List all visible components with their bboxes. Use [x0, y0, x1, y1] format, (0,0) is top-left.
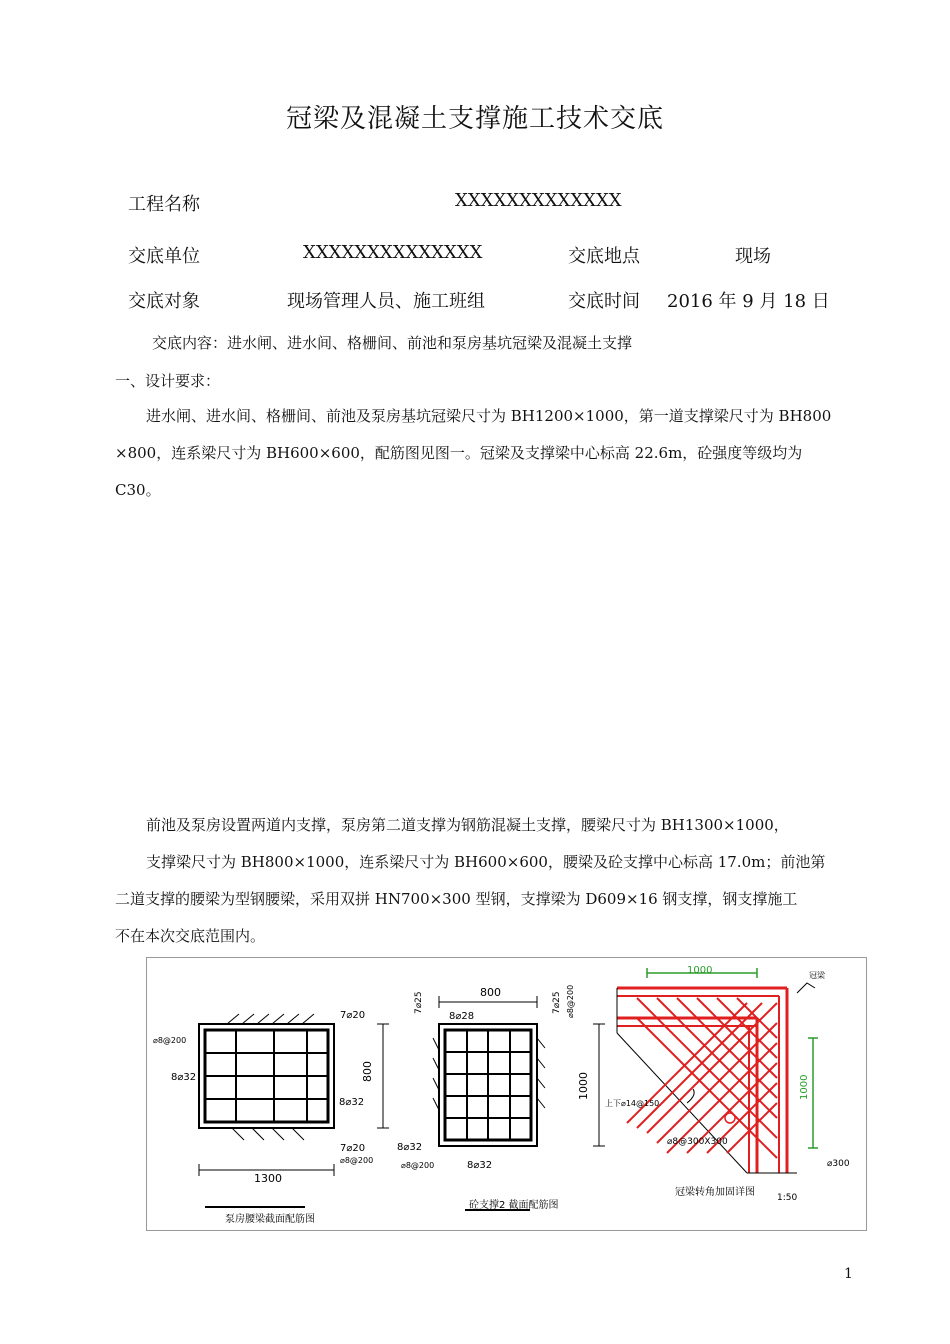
project-name-label: 工程名称: [128, 194, 200, 215]
page-number: 1: [844, 1266, 853, 1282]
d3-bar-label: 上下⌀14@150: [605, 1099, 660, 1108]
detail-3: [605, 965, 850, 1203]
d1-caption: 泵房腰梁截面配筋图: [225, 1214, 315, 1225]
time-value: 2016 年 9 月 18 日: [667, 291, 830, 312]
para2-line4: 不在本次交底范围内。: [115, 927, 266, 945]
d2-stirrup-right: ⌀8@200: [566, 984, 575, 1018]
d3-scale: 1:50: [777, 1193, 798, 1203]
d2-top-right: 7⌀25: [552, 991, 562, 1014]
d1-height-dim: 800: [361, 1061, 374, 1082]
para1-line3: C30。: [115, 481, 161, 499]
unit-value: XXXXXXXXXXXXXX: [303, 242, 483, 263]
d2-top-left: 7⌀25: [414, 991, 424, 1014]
para1-line2: ×800，连系梁尺寸为 BH600×600，配筋图见图一。冠梁及支撑梁中心标高 22.6m，砼强度等级均为: [115, 444, 803, 462]
target-value: 现场管理人员、施工班组: [287, 291, 485, 312]
detail-1: [153, 1010, 389, 1225]
d1-left-bar: 8⌀32: [171, 1072, 197, 1083]
d2-inner-top: 8⌀28: [449, 1011, 475, 1022]
d1-bottom-bar: 7⌀20: [340, 1143, 366, 1154]
section-heading-design: 一、设计要求：: [115, 372, 221, 390]
para2-line3: 二道支撑的腰梁为型钢腰梁，采用双拼 HN700×300 型钢，支撑梁为 D609×16 钢支撑，钢支撑施工: [115, 890, 798, 908]
d1-stirrup-bottom: ⌀8@200: [340, 1156, 374, 1165]
d1-stirrup: ⌀8@200: [153, 1036, 187, 1045]
d1-top-bar: 7⌀20: [340, 1010, 366, 1021]
para1-line1: 进水闸、进水间、格栅间、前池及泵房基坑冠梁尺寸为 BH1200×1000，第一道支撑梁尺寸为 BH800: [146, 407, 832, 425]
d2-stirrup-bottom: ⌀8@200: [401, 1161, 435, 1170]
para2-line2: 支撑梁尺寸为 BH800×1000，连系梁尺寸为 BH600×600，腰梁及砼支撑中心标高 17.0m；前池第: [146, 853, 826, 871]
d3-corner-label: 冠梁: [809, 971, 825, 980]
reinforcement-drawing: [146, 957, 867, 1231]
document-title: 冠梁及混凝土支撑施工技术交底: [285, 104, 664, 134]
project-name-value: XXXXXXXXXXXXX: [455, 190, 622, 211]
para2-line1: 前池及泵房设置两道内支撑，泵房第二道支撑为钢筋混凝土支撑，腰梁尺寸为 BH1300×1000，: [146, 816, 789, 834]
d1-width-dim: 1300: [254, 1172, 282, 1185]
d2-bottom-left: 8⌀32: [397, 1142, 423, 1153]
d2-height-dim: 1000: [577, 1072, 590, 1100]
content-line: 交底内容：进水闸、进水间、格栅间、前池和泵房基坑冠梁及混凝土支撑: [152, 334, 633, 352]
d2-bottom-bar: 8⌀32: [467, 1160, 493, 1171]
d1-right-bar: 8⌀32: [339, 1097, 365, 1108]
d2-width-dim: 800: [480, 986, 501, 999]
drawing-svg: [147, 958, 866, 1230]
d2-caption: 砼支撑2 截面配筋图: [469, 1200, 559, 1211]
d3-right-note: ⌀300: [827, 1159, 850, 1169]
d3-right-dim: 1000: [799, 1074, 810, 1100]
d3-stirrup: ⌀8@300X300: [667, 1137, 728, 1147]
time-label: 交底时间: [568, 291, 640, 312]
target-label: 交底对象: [128, 291, 200, 312]
detail-2: [397, 985, 605, 1211]
d3-caption: 冠梁转角加固详图: [675, 1187, 755, 1198]
d3-top-dim: 1000: [687, 965, 713, 976]
location-label: 交底地点: [568, 246, 640, 267]
location-value: 现场: [735, 246, 771, 267]
unit-label: 交底单位: [128, 246, 200, 267]
